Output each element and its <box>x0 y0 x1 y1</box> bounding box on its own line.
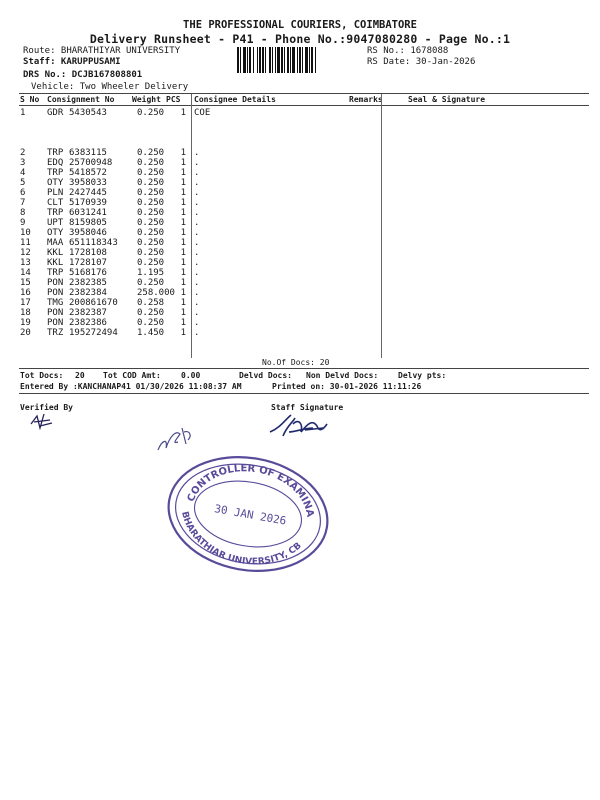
row-weight: 0.250 <box>137 168 165 178</box>
col-sno: S No <box>20 95 40 104</box>
row-prefix: TRP <box>47 148 64 158</box>
row-sno: 6 <box>20 188 26 198</box>
row-consignment-no: 200861670 <box>69 298 118 308</box>
row-weight: 0.250 <box>137 318 165 328</box>
delvd-docs: Delvd Docs: <box>239 371 292 380</box>
row-details: . <box>194 148 200 158</box>
runsheet-title: Delivery Runsheet - P41 - Phone No.:9047080280 - Page No.:1 <box>89 32 511 46</box>
row-sno: 17 <box>20 298 31 308</box>
table-row <box>0 328 600 339</box>
row-weight: 0.250 <box>137 158 165 168</box>
row-consignment-no: 2382387 <box>69 308 107 318</box>
row-weight: 0.258 <box>137 298 165 308</box>
row-pcs: 1 <box>180 298 186 308</box>
row-details: . <box>194 168 200 178</box>
row-weight: 0.250 <box>137 198 165 208</box>
table-header-rule <box>19 105 589 106</box>
row-details: . <box>194 208 200 218</box>
row-details: . <box>194 238 200 248</box>
row-sno: 12 <box>20 248 31 258</box>
row-consignment-no: 6031241 <box>69 208 107 218</box>
row-consignment-no: 3958046 <box>69 228 107 238</box>
row-weight: 0.250 <box>137 108 165 118</box>
stamp-date: 30 JAN 2026 <box>213 502 288 528</box>
row-pcs: 1 <box>180 198 186 208</box>
totals-rule <box>19 393 589 394</box>
row-weight: 0.250 <box>137 148 165 158</box>
no-of-docs: No.Of Docs: 20 <box>262 358 330 367</box>
row-consignment-no: 5168176 <box>69 268 107 278</box>
row-consignment-no: 2427445 <box>69 188 107 198</box>
non-delvd-docs: Non Delvd Docs: <box>306 371 379 380</box>
staff-signature <box>265 410 340 442</box>
row-weight: 0.250 <box>137 218 165 228</box>
row-prefix: UPT <box>47 218 64 228</box>
row-pcs: 1 <box>180 278 186 288</box>
stamp-text-top: CONTROLLER OF EXAMINATIONS <box>185 463 316 518</box>
row-pcs: 1 <box>180 268 186 278</box>
row-sno: 7 <box>20 198 26 208</box>
row-prefix: GDR <box>47 108 64 118</box>
row-prefix: TMG <box>47 298 64 308</box>
row-sno: 8 <box>20 208 26 218</box>
controller-stamp <box>158 452 338 577</box>
row-pcs: 1 <box>180 188 186 198</box>
row-weight: 1.195 <box>137 268 165 278</box>
row-consignment-no: 25700948 <box>69 158 113 168</box>
row-sno: 11 <box>20 238 31 248</box>
row-pcs: 1 <box>180 218 186 228</box>
tot-docs-label: Tot Docs: <box>20 371 64 380</box>
row-details: . <box>194 188 200 198</box>
row-consignment-no: 5170939 <box>69 198 107 208</box>
row-consignment-no: 195272494 <box>69 328 118 338</box>
row-details: . <box>194 308 200 318</box>
row-prefix: PON <box>47 318 64 328</box>
row-weight: 0.250 <box>137 258 165 268</box>
row-sno: 5 <box>20 178 26 188</box>
row-prefix: TRZ <box>47 328 64 338</box>
row-pcs: 1 <box>180 208 186 218</box>
row-prefix: OTY <box>47 178 64 188</box>
row-details: . <box>194 158 200 168</box>
row-prefix: KKL <box>47 248 64 258</box>
row-sno: 15 <box>20 278 31 288</box>
entered-by: Entered By :KANCHANAP41 01/30/2026 11:08:37 AM <box>20 382 242 391</box>
row-pcs: 1 <box>180 288 186 298</box>
row-pcs: 1 <box>180 228 186 238</box>
row-sno: 19 <box>20 318 31 328</box>
row-weight: 0.250 <box>137 238 165 248</box>
row-consignment-no: 1728108 <box>69 248 107 258</box>
row-sno: 1 <box>20 108 26 118</box>
row-sno: 2 <box>20 148 26 158</box>
stamp-text-bottom: BHARATHIAR UNIVERSITY, CBE-46 <box>179 510 304 568</box>
row-details: . <box>194 268 200 278</box>
row-pcs: 1 <box>180 158 186 168</box>
table-header <box>0 94 600 105</box>
row-sno: 20 <box>20 328 31 338</box>
row-pcs: 1 <box>180 238 186 248</box>
route-label: Route: BHARATHIYAR UNIVERSITY <box>23 46 181 56</box>
row-pcs: 1 <box>180 318 186 328</box>
row-details: . <box>194 178 200 188</box>
row-consignment-no: 2382384 <box>69 288 107 298</box>
company-title: THE PROFESSIONAL COURIERS, COIMBATORE <box>183 19 417 31</box>
rs-number: RS No.: 1678088 <box>367 46 449 56</box>
row-prefix: CLT <box>47 198 64 208</box>
row-weight: 0.250 <box>137 308 165 318</box>
row-details: . <box>194 248 200 258</box>
row-sno: 3 <box>20 158 26 168</box>
row-weight: 1.450 <box>137 328 165 338</box>
table-bottom-rule <box>19 368 589 369</box>
row-sno: 9 <box>20 218 26 228</box>
row-details: . <box>194 288 200 298</box>
staff-signature-label: Staff Signature <box>271 403 344 412</box>
row-pcs: 1 <box>180 148 186 158</box>
row-consignment-no: 1728107 <box>69 258 107 268</box>
row-details: . <box>194 218 200 228</box>
barcode <box>237 47 361 73</box>
col-pcs: PCS <box>166 95 181 104</box>
row-sno: 10 <box>20 228 31 238</box>
row-prefix: KKL <box>47 258 64 268</box>
col-seal: Seal & Signature <box>408 95 486 104</box>
col-weight: Weight <box>132 95 161 104</box>
drs-number: DRS No.: DCJB167808801 <box>23 70 143 80</box>
row-pcs: 1 <box>180 258 186 268</box>
row-details: . <box>194 278 200 288</box>
row-weight: 0.250 <box>137 208 165 218</box>
delvy-pts: Delvy pts: <box>398 371 447 380</box>
row-consignment-no: 651118343 <box>69 238 118 248</box>
row-pcs: 1 <box>180 108 186 118</box>
row-consignment-no: 2382386 <box>69 318 107 328</box>
row-sno: 16 <box>20 288 31 298</box>
row-details: . <box>194 298 200 308</box>
row-prefix: MAA <box>47 238 64 248</box>
table-row <box>0 108 600 119</box>
row-consignment-no: 8159805 <box>69 218 107 228</box>
row-pcs: 1 <box>180 248 186 258</box>
rs-date: RS Date: 30-Jan-2026 <box>367 57 476 67</box>
row-weight: 0.250 <box>137 188 165 198</box>
row-sno: 14 <box>20 268 31 278</box>
row-sno: 13 <box>20 258 31 268</box>
verified-signature <box>28 410 58 430</box>
col-consignment: Consignment No <box>47 95 115 104</box>
row-details: . <box>194 328 200 338</box>
row-details: . <box>194 198 200 208</box>
row-sno: 18 <box>20 308 31 318</box>
row-details: . <box>194 258 200 268</box>
row-prefix: OTY <box>47 228 64 238</box>
row-consignment-no: 5430543 <box>69 108 107 118</box>
row-prefix: TRP <box>47 208 64 218</box>
row-weight: 0.250 <box>137 228 165 238</box>
row-prefix: EDQ <box>47 158 64 168</box>
row-details: COE <box>194 108 211 118</box>
row-consignment-no: 6383115 <box>69 148 107 158</box>
row-prefix: PON <box>47 288 64 298</box>
row-consignment-no: 5418572 <box>69 168 107 178</box>
row-prefix: PON <box>47 278 64 288</box>
row-details: . <box>194 228 200 238</box>
staff-label: Staff: KARUPPUSAMI <box>23 57 121 67</box>
row-weight: 0.250 <box>137 178 165 188</box>
row-sno: 4 <box>20 168 26 178</box>
row-consignment-no: 3958033 <box>69 178 107 188</box>
row-prefix: PON <box>47 308 64 318</box>
col-details: Consignee Details <box>194 95 276 104</box>
row-prefix: TRP <box>47 268 64 278</box>
row-weight: 0.250 <box>137 278 165 288</box>
col-remarks: Remarks <box>349 95 383 104</box>
row-pcs: 1 <box>180 308 186 318</box>
vehicle-label: Vehicle: Two Wheeler Delivery <box>31 82 189 92</box>
row-prefix: TRP <box>47 168 64 178</box>
row-pcs: 1 <box>180 328 186 338</box>
row-weight: 258.000 <box>137 288 175 298</box>
row-prefix: PLN <box>47 188 64 198</box>
cod-label: Tot COD Amt: <box>103 371 161 380</box>
row-pcs: 1 <box>180 168 186 178</box>
verified-by-label: Verified By <box>20 403 73 412</box>
cod-value: 0.00 <box>181 371 201 380</box>
row-details: . <box>194 318 200 328</box>
row-consignment-no: 2382385 <box>69 278 107 288</box>
row-weight: 0.250 <box>137 248 165 258</box>
tot-docs-value: 20 <box>75 371 85 380</box>
printed-on: Printed on: 30-01-2026 11:11:26 <box>272 382 422 391</box>
row-pcs: 1 <box>180 178 186 188</box>
